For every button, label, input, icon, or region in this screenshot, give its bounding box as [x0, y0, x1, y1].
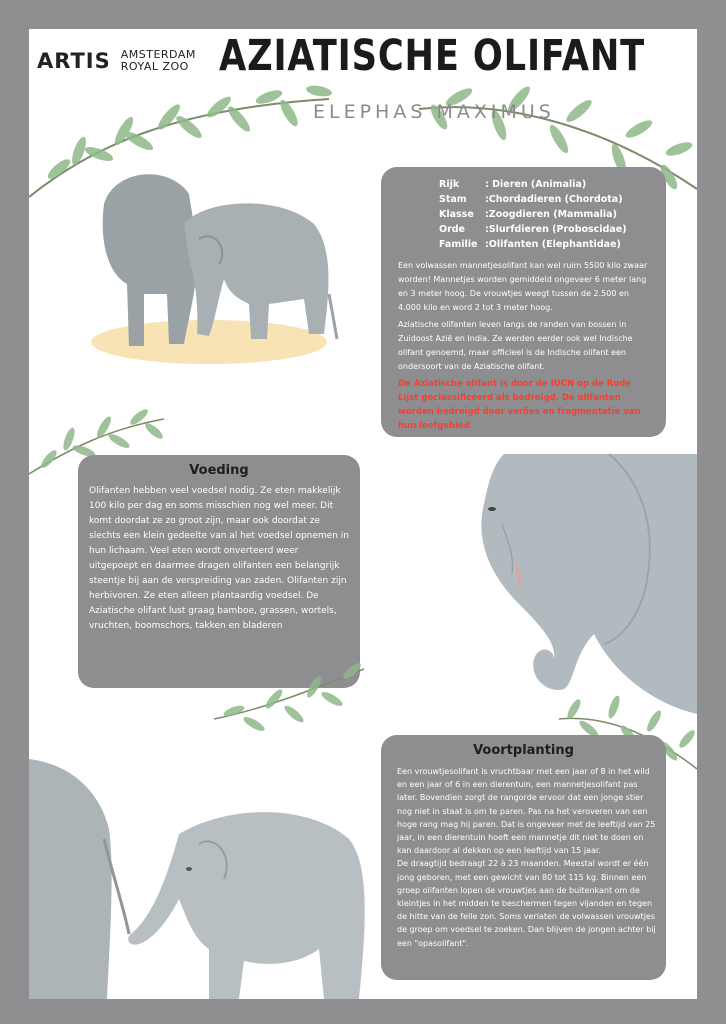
taxonomy-key: Rijk	[439, 179, 460, 190]
taxonomy-row	[439, 222, 666, 237]
taxonomy-value: :Zoogdieren (Mammalia)	[485, 209, 617, 220]
voortplanting-text-part-2: De draagtijd bedraagt 22 à 23 maanden. Meestal wordt er één jong geboren, met een gewicht van 80 tot 115 kg. Binnen een groep olifanten lopen de vrouwtjes aan de buitenkant om de kleintjes in het midden te beschermen tegen vijanden en tegen de hitte van de felle zon. Soms verlaten de volwassen vrouwtjes de groep om voedsel te zoeken. Dan blijven de jongen achter bij een "opasolifant".	[397, 859, 656, 948]
voortplanting-text	[381, 758, 666, 950]
voeding-heading: Voeding	[189, 463, 249, 478]
brand-line-1: AMSTERDAM	[120, 48, 196, 61]
voortplanting-text-part-1: Een vrouwtjesolifant is vruchtbaar met een jaar of 8 in het wild en een jaar of 6 in een dierentuin, een mannetjesolifant pas later. Bovendien zorgt de rangorde ervoor dat een jonge stier nog niet in staat is om te paren. Pas na het veroveren van een hoge rang mag hij paren. Dat is ongeveer met de leeftijd van 25 jaar, in een dierentuin hoeft een mannetje dit niet te doen en kan daardoor al dekken op een leeftijd van 15 jaar.	[397, 767, 656, 856]
taxonomy-value: : Dieren (Animalia)	[485, 179, 587, 190]
taxonomy-row	[439, 192, 666, 207]
leaf-branch-mid-center-icon	[214, 649, 364, 739]
page-title: AZIATISCHE OLIFANT	[219, 31, 646, 81]
taxonomy-key: Klasse	[439, 209, 474, 220]
intro-paragraph-habitat: Aziatische olifanten leven langs de randen van bossen in Zuidoost Azië en India. Ze werden eerder ook wel Indische olifant genoemd, maar officieel is de Indische olifant een ondersoort van de Aziatische olifant.	[398, 320, 633, 371]
taxonomy-value: :Slurfdieren (Proboscidae)	[485, 224, 627, 235]
voeding-text: Olifanten hebben veel voedsel nodig. Ze eten makkelijk 100 kilo per dag en soms misschien nog wel meer. Dit komt doordat ze zo groot zijn, maar ook doordat ze slechts een klein gedeelte van al het voedsel opnemen in hun lichaam. Veel eten wordt onverteerd weer uitgepoept en daarmee dragen olifanten een belangrijk steentje bij aan de verspreiding van zaden. Olifanten zijn herbivoren. Ze eten alleen plantaardig voedsel. De Aziatische olifant lust graag bamboe, grassen, wortels, vruchten, boomschors, takken en bladeren	[89, 486, 349, 631]
taxonomy-box	[381, 167, 666, 437]
taxonomy-key: Stam	[439, 194, 467, 205]
taxonomy-value: :Chordadieren (Chordota)	[485, 194, 623, 205]
brand-logo	[37, 49, 196, 73]
voortplanting-box	[381, 735, 666, 980]
brand-subtitle	[121, 49, 196, 73]
voortplanting-heading: Voortplanting	[473, 743, 574, 758]
brand-line-2: ROYAL ZOO	[120, 60, 189, 73]
taxonomy-list	[439, 177, 666, 252]
mother-calf-illustration	[29, 749, 369, 999]
taxonomy-key: Orde	[439, 224, 466, 235]
brand-name: ARTIS	[37, 49, 111, 73]
poster	[29, 29, 697, 999]
taxonomy-row	[439, 207, 666, 222]
intro-paragraph-size: Een volwassen mannetjesolifant kan wel ruim 5500 kilo zwaar worden! Mannetjes worden gemiddeld ongeveer 6 meter lang en 3 meter hoog. De vrouwtjes weegt tussen de 2.500 en 4.000 kilo en word 2 tot 3 meter hoog.	[398, 261, 648, 312]
taxonomy-row	[439, 237, 666, 252]
two-elephants-illustration	[89, 164, 339, 369]
taxonomy-value: :Olifanten (Elephantidae)	[485, 239, 621, 250]
page-subtitle: ELEPHAS MAXIMUS	[313, 101, 555, 123]
iucn-warning: De Aziatische olifant is door de IUCN op de Rode Lijst geclassificeerd als bedreigd. De olifanten worden bedreigd door verlies en fragmentatie van hun leefgebied	[398, 379, 641, 431]
taxonomy-key: Familie	[439, 239, 478, 250]
taxonomy-row	[439, 177, 666, 192]
